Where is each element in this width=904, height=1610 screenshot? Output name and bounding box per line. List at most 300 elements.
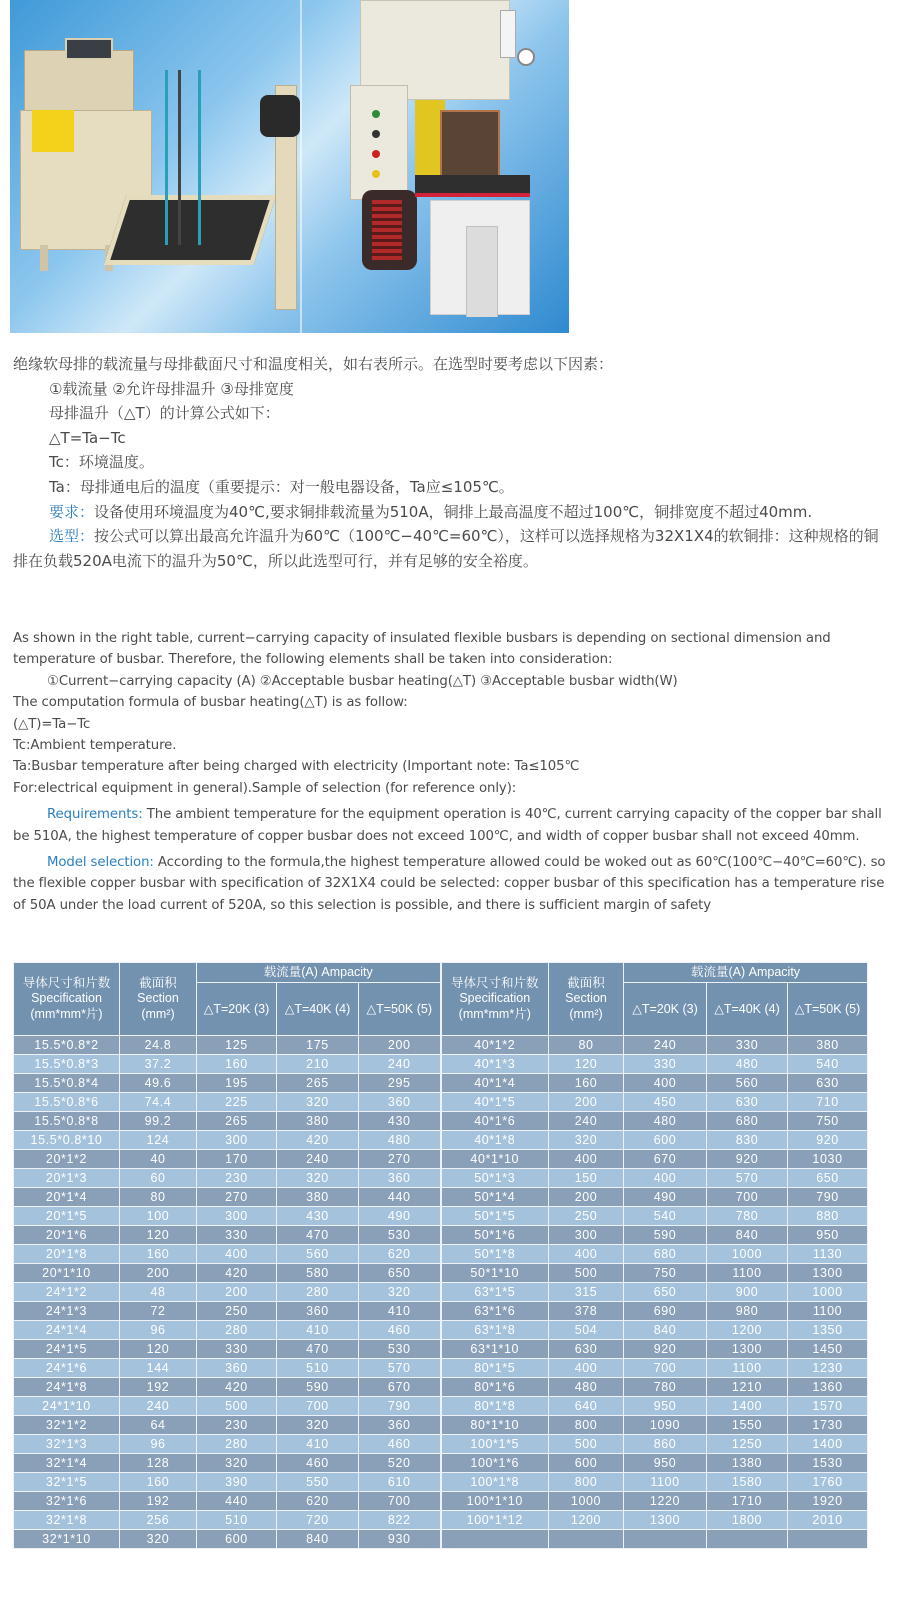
dt50-cell: 490 [359,1207,441,1226]
dt40-cell: 210 [277,1055,359,1074]
dt20-cell: 540 [624,1207,707,1226]
section-cell: 400 [549,1150,624,1169]
section-cell: 630 [549,1340,624,1359]
spec-cell: 50*1*3 [441,1169,549,1188]
section-cell: 250 [549,1207,624,1226]
section-cell: 24.8 [120,1036,197,1055]
en-factors: ①Current−carrying capacity (A) ②Acceptable busbar heating(△T) ③Acceptable busbar width(W) [47,673,678,689]
spec-cell: 24*1*8 [14,1378,120,1397]
dt20-cell: 600 [197,1530,277,1549]
spec-cell: 20*1*3 [14,1169,120,1188]
spec-header-en: Specification [31,991,102,1006]
dt20-cell: 330 [197,1340,277,1359]
spec-cell: 50*1*4 [441,1188,549,1207]
dt50-cell: 1450 [788,1340,868,1359]
dt40-cell: 1380 [707,1454,788,1473]
section-cell: 200 [120,1264,197,1283]
section-cell: 320 [549,1131,624,1150]
section-cell: 99.2 [120,1112,197,1131]
section-cell: 192 [120,1492,197,1511]
dt50-cell [788,1530,868,1549]
spec-cell: 40*1*4 [441,1074,549,1093]
dt40-cell: 320 [277,1169,359,1188]
spec-cell: 40*1*6 [441,1112,549,1131]
dt50-cell: 1350 [788,1321,868,1340]
dt50-cell: 1530 [788,1454,868,1473]
dt40-cell: 360 [277,1302,359,1321]
spec-cell: 50*1*8 [441,1245,549,1264]
spec-cell: 15.5*0.8*10 [14,1131,120,1150]
dt50-cell: 700 [359,1492,441,1511]
spec-header-en: Specification [459,991,531,1006]
dt20-header: △T=20K (3) [624,983,707,1036]
spec-cell: 24*1*4 [14,1321,120,1340]
dt40-cell: 265 [277,1074,359,1093]
dt50-cell: 650 [788,1169,868,1188]
dt40-cell: 630 [707,1093,788,1112]
table-body [14,1036,868,1549]
dt50-cell: 430 [359,1112,441,1131]
dt20-cell: 510 [197,1511,277,1530]
dt40-cell: 470 [277,1226,359,1245]
dt50-cell: 460 [359,1321,441,1340]
dt20-cell: 360 [197,1359,277,1378]
table-row [14,1264,868,1283]
dt20-cell: 840 [624,1321,707,1340]
spec-cell: 80*1*8 [441,1397,549,1416]
section-cell: 200 [549,1188,624,1207]
table-row [14,1207,868,1226]
section-cell: 72 [120,1302,197,1321]
spec-cell: 32*1*8 [14,1511,120,1530]
table-row [14,1131,868,1150]
section-cell: 378 [549,1302,624,1321]
dt40-cell: 840 [277,1530,359,1549]
section-cell [549,1530,624,1549]
section-cell: 120 [549,1055,624,1074]
en-sel-label: Model selection: [47,855,154,871]
dt20-cell: 680 [624,1245,707,1264]
dt20-cell: 330 [197,1226,277,1245]
section-cell: 49.6 [120,1074,197,1093]
spec-cell: 80*1*6 [441,1378,549,1397]
dt50-cell: 360 [359,1416,441,1435]
dt40-header: △T=40K (4) [277,983,359,1036]
section-cell: 500 [549,1435,624,1454]
dt40-cell: 980 [707,1302,788,1321]
dt50-cell: 750 [788,1112,868,1131]
dt20-cell: 230 [197,1416,277,1435]
spec-cell: 40*1*3 [441,1055,549,1074]
dt20-cell: 300 [197,1207,277,1226]
dt20-cell: 1090 [624,1416,707,1435]
en-formula-title: The computation formula of busbar heating(△T) is as follow: [13,695,408,711]
dt50-cell: 880 [788,1207,868,1226]
section-cell: 800 [549,1416,624,1435]
dt50-cell: 410 [359,1302,441,1321]
table-row [14,1511,868,1530]
dt40-cell: 240 [277,1150,359,1169]
dt40-cell: 280 [277,1283,359,1302]
dt50-cell: 480 [359,1131,441,1150]
table-row [14,1226,868,1245]
section-cell: 150 [549,1169,624,1188]
dt20-cell: 690 [624,1302,707,1321]
dt50-cell: 1570 [788,1397,868,1416]
dt50-header: △T=50K (5) [359,983,441,1036]
table-row [14,1435,868,1454]
en-ta: Ta:Busbar temperature after being charged with electricity (Important note: Ta≤105℃ [13,759,580,775]
section-cell: 480 [549,1378,624,1397]
dt50-cell: 1300 [788,1264,868,1283]
en-intro: As shown in the right table, current−carrying capacity of insulated flexible busbars is depending on sectional dimension and temperature of busbar. Therefore, the following elements shall be taken into consideration: [13,631,831,668]
dt50-cell: 240 [359,1055,441,1074]
dt40-cell: 1000 [707,1245,788,1264]
section-cell: 504 [549,1321,624,1340]
dt50-cell: 440 [359,1188,441,1207]
spec-header-cn: 导体尺寸和片数 [22,975,111,990]
spec-cell: 100*1*10 [441,1492,549,1511]
table-row [14,1321,868,1340]
section-cell: 160 [549,1074,624,1093]
section-cell: 240 [549,1112,624,1131]
spec-cell: 24*1*10 [14,1397,120,1416]
table-row [14,1359,868,1378]
dt40-cell: 1100 [707,1359,788,1378]
table-row [14,1283,868,1302]
dt50-cell: 822 [359,1511,441,1530]
section-cell: 96 [120,1435,197,1454]
dt20-cell: 230 [197,1169,277,1188]
cn-sel-label: 选型： [49,527,95,546]
table-row [14,1454,868,1473]
dt50-header: △T=50K (5) [788,983,868,1036]
dt40-cell: 1550 [707,1416,788,1435]
dt40-cell: 920 [707,1150,788,1169]
dt20-cell: 950 [624,1397,707,1416]
dt20-cell: 300 [197,1131,277,1150]
cn-req-text: 设备使用环境温度为40℃,要求铜排载流量为510A，铜排上最高温度不超过100℃，铜排宽度不超过40mm. [94,502,813,521]
table-row [14,1397,868,1416]
dt20-cell: 420 [197,1378,277,1397]
dt40-cell: 460 [277,1454,359,1473]
section-header-en: Section [565,991,607,1006]
spec-header-unit: (mm*mm*片) [30,1006,103,1021]
dt50-cell: 930 [359,1530,441,1549]
spec-cell: 100*1*8 [441,1473,549,1492]
section-cell: 500 [549,1264,624,1283]
dt20-cell: 440 [197,1492,277,1511]
dt50-cell: 1030 [788,1150,868,1169]
dt20-cell: 780 [624,1378,707,1397]
dt50-cell: 530 [359,1226,441,1245]
section-cell: 120 [120,1340,197,1359]
section-cell: 40 [120,1150,197,1169]
cn-factors: ①载流量 ②允许母排温升 ③母排宽度 [49,379,294,398]
section-cell: 320 [120,1530,197,1549]
dt40-cell: 590 [277,1378,359,1397]
dt20-cell: 270 [197,1188,277,1207]
dt50-cell: 920 [788,1131,868,1150]
section-cell: 300 [549,1226,624,1245]
spec-cell: 20*1*5 [14,1207,120,1226]
dt50-cell: 1000 [788,1283,868,1302]
dt40-cell: 430 [277,1207,359,1226]
spec-cell: 80*1*5 [441,1359,549,1378]
spec-cell: 20*1*2 [14,1150,120,1169]
section-cell: 400 [549,1359,624,1378]
spec-cell: 50*1*5 [441,1207,549,1226]
dt20-cell: 750 [624,1264,707,1283]
spec-cell: 15.5*0.8*4 [14,1074,120,1093]
section-cell: 160 [120,1245,197,1264]
dt20-header: △T=20K (3) [197,983,277,1036]
dt50-cell: 670 [359,1378,441,1397]
dt20-cell: 950 [624,1454,707,1473]
spec-cell: 32*1*4 [14,1454,120,1473]
spec-cell: 63*1*8 [441,1321,549,1340]
section-cell: 128 [120,1454,197,1473]
dt50-cell: 950 [788,1226,868,1245]
dt50-cell: 360 [359,1169,441,1188]
table-row [14,1036,868,1055]
table-row [14,1473,868,1492]
dt40-cell: 1400 [707,1397,788,1416]
section-cell: 37.2 [120,1055,197,1074]
dt40-cell: 550 [277,1473,359,1492]
dt50-cell: 295 [359,1074,441,1093]
dt50-cell: 650 [359,1264,441,1283]
en-tc: Tc:Ambient temperature. [13,738,177,754]
en-sel-text: According to the formula,the highest temperature allowed could be woked out as 60℃(100℃−40℃=60℃). so the flexible copper busbar with specification of 32X1X4 could be selected: copper busbar of this specification has a temperature rise of 50A under the load current of 520A, so this selection is possible, and there is sufficient margin of safety [13,855,886,913]
section-cell: 100 [120,1207,197,1226]
dt40-header: △T=40K (4) [707,983,788,1036]
section-cell: 1000 [549,1492,624,1511]
spec-cell: 40*1*10 [441,1150,549,1169]
dt20-cell: 600 [624,1131,707,1150]
dt20-cell: 390 [197,1473,277,1492]
table-row [14,1169,868,1188]
section-cell: 400 [549,1245,624,1264]
dt20-cell: 480 [624,1112,707,1131]
section-header-en: Section [137,991,179,1006]
cn-req-label: 要求： [49,502,95,521]
dt20-cell: 195 [197,1074,277,1093]
dt40-cell: 700 [277,1397,359,1416]
english-description [13,628,893,916]
dt50-cell: 1360 [788,1378,868,1397]
dt50-cell: 1130 [788,1245,868,1264]
dt20-cell: 280 [197,1321,277,1340]
dt20-cell: 1220 [624,1492,707,1511]
spec-cell: 40*1*2 [441,1036,549,1055]
section-cell: 200 [549,1093,624,1112]
dt40-cell: 1200 [707,1321,788,1340]
spec-header-unit: (mm*mm*片) [458,1006,531,1021]
dt40-cell: 380 [277,1188,359,1207]
en-selection [13,852,893,916]
table-row [14,1093,868,1112]
dt20-cell: 420 [197,1264,277,1283]
spec-cell: 20*1*6 [14,1226,120,1245]
spec-cell: 15.5*0.8*8 [14,1112,120,1131]
section-cell: 64 [120,1416,197,1435]
spec-cell: 32*1*2 [14,1416,120,1435]
section-cell: 256 [120,1511,197,1530]
dt40-cell: 560 [277,1245,359,1264]
dt40-cell: 1250 [707,1435,788,1454]
section-cell: 48 [120,1283,197,1302]
dt20-cell: 1300 [624,1511,707,1530]
spec-cell: 24*1*3 [14,1302,120,1321]
dt20-cell: 125 [197,1036,277,1055]
dt50-cell: 520 [359,1454,441,1473]
ampacity-table [13,962,867,1549]
cn-formula-title: 母排温升（△T）的计算公式如下： [49,404,280,423]
en-formula: (△T)=Ta−Tc [13,716,91,732]
dt20-cell: 400 [197,1245,277,1264]
spec-cell [441,1530,549,1549]
dt20-cell: 700 [624,1359,707,1378]
dt50-cell: 1920 [788,1492,868,1511]
dt40-cell: 700 [707,1188,788,1207]
spec-cell: 100*1*12 [441,1511,549,1530]
section-header [549,963,624,1036]
dt20-cell: 400 [624,1074,707,1093]
dt20-cell: 400 [624,1169,707,1188]
table-row [14,1150,868,1169]
spec-cell: 20*1*10 [14,1264,120,1283]
dt20-cell: 650 [624,1283,707,1302]
section-cell: 60 [120,1169,197,1188]
section-cell: 192 [120,1378,197,1397]
section-header-cn: 截面积 [139,975,177,990]
section-cell: 80 [549,1036,624,1055]
en-for-line: For:electrical equipment in general).Sample of selection (for reference only): [13,780,517,796]
cn-sel-text: 按公式可以算出最高允许温升为60℃（100℃−40℃=60℃），这样可以选择规格为32X1X4的软铜排：这种规格的铜排在负载520A电流下的温升为50℃，所以此选型可行，并有足够的安全裕度。 [13,527,879,570]
dt40-cell: 1580 [707,1473,788,1492]
spec-cell: 15.5*0.8*2 [14,1036,120,1055]
en-requirement [13,804,893,847]
dt50-cell: 610 [359,1473,441,1492]
dt40-cell: 510 [277,1359,359,1378]
spec-cell: 63*1*6 [441,1302,549,1321]
table-row [14,1340,868,1359]
dt40-cell: 620 [277,1492,359,1511]
dt50-cell: 1400 [788,1435,868,1454]
spec-cell: 15.5*0.8*3 [14,1055,120,1074]
dt20-cell: 170 [197,1150,277,1169]
dt50-cell: 790 [359,1397,441,1416]
section-cell: 240 [120,1397,197,1416]
spec-header [441,963,549,1036]
dt50-cell: 270 [359,1150,441,1169]
dt50-cell: 460 [359,1435,441,1454]
dt20-cell: 320 [197,1454,277,1473]
dt20-cell: 1100 [624,1473,707,1492]
dt40-cell [707,1530,788,1549]
section-cell: 80 [120,1188,197,1207]
section-cell: 1200 [549,1511,624,1530]
section-header [120,963,197,1036]
dt40-cell: 900 [707,1283,788,1302]
dt20-cell: 860 [624,1435,707,1454]
spec-cell: 24*1*2 [14,1283,120,1302]
dt50-cell: 570 [359,1359,441,1378]
dt20-cell: 240 [624,1036,707,1055]
dt50-cell: 1100 [788,1302,868,1321]
dt20-cell: 450 [624,1093,707,1112]
section-header-cn: 截面积 [567,975,605,990]
dt50-cell: 790 [788,1188,868,1207]
dt20-cell [624,1530,707,1549]
dt20-cell: 330 [624,1055,707,1074]
spec-cell: 100*1*5 [441,1435,549,1454]
section-cell: 74.4 [120,1093,197,1112]
section-header-unit: (mm²) [569,1006,603,1021]
spec-cell: 63*1*10 [441,1340,549,1359]
spec-cell: 50*1*6 [441,1226,549,1245]
spec-cell: 63*1*5 [441,1283,549,1302]
dt40-cell: 410 [277,1435,359,1454]
section-cell: 124 [120,1131,197,1150]
section-cell: 96 [120,1321,197,1340]
dt20-cell: 225 [197,1093,277,1112]
section-cell: 144 [120,1359,197,1378]
table-row [14,1112,868,1131]
spec-cell: 15.5*0.8*6 [14,1093,120,1112]
dt20-cell: 590 [624,1226,707,1245]
dt50-cell: 380 [788,1036,868,1055]
dt40-cell: 410 [277,1321,359,1340]
dt40-cell: 580 [277,1264,359,1283]
dt40-cell: 780 [707,1207,788,1226]
cn-formula: △T=Ta−Tc [49,428,126,447]
spec-cell: 40*1*5 [441,1093,549,1112]
dt40-cell: 420 [277,1131,359,1150]
dt40-cell: 175 [277,1036,359,1055]
table-row [14,1416,868,1435]
cn-ta: Ta：母排通电后的温度（重要提示：对一般电器设备，Ta应≤105℃。 [49,477,514,496]
dt40-cell: 380 [277,1112,359,1131]
table-row [14,1245,868,1264]
ampacity-header: 载流量(A) Ampacity [197,963,441,983]
dt50-cell: 710 [788,1093,868,1112]
dt40-cell: 1710 [707,1492,788,1511]
section-cell: 800 [549,1473,624,1492]
dt20-cell: 670 [624,1150,707,1169]
section-cell: 120 [120,1226,197,1245]
dt20-cell: 200 [197,1283,277,1302]
cn-tc: Tc：环境温度。 [49,453,154,472]
ampacity-header: 载流量(A) Ampacity [624,963,868,983]
section-cell: 640 [549,1397,624,1416]
spec-cell: 20*1*8 [14,1245,120,1264]
dt20-cell: 160 [197,1055,277,1074]
dt40-cell: 1800 [707,1511,788,1530]
dt50-cell: 320 [359,1283,441,1302]
section-header-unit: (mm²) [141,1006,175,1021]
dt50-cell: 2010 [788,1511,868,1530]
table-row [14,1188,868,1207]
dt20-cell: 500 [197,1397,277,1416]
dt50-cell: 1730 [788,1416,868,1435]
spec-header-cn: 导体尺寸和片数 [451,975,539,990]
dt50-cell: 1230 [788,1359,868,1378]
spec-cell: 100*1*6 [441,1454,549,1473]
dt40-cell: 330 [707,1036,788,1055]
dt40-cell: 570 [707,1169,788,1188]
